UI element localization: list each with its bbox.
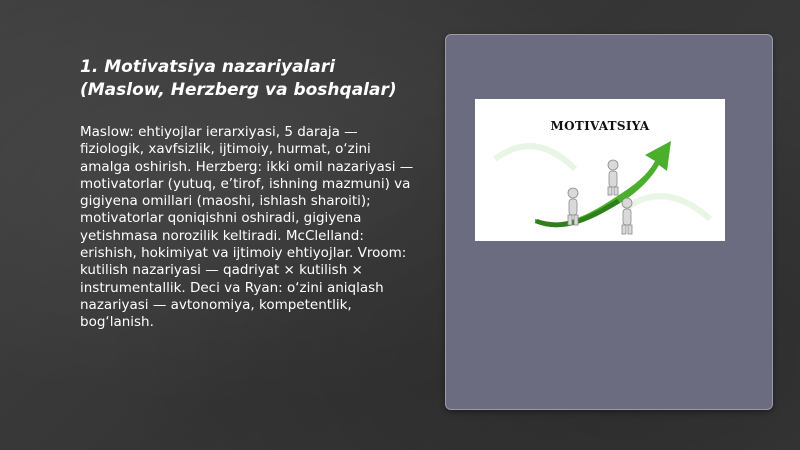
slide-body-text: Maslow: ehtiyojlar ierarxiyasi, 5 daraja — fiziologik, xavfsizlik, ijtimoiy, hurmat, o‘zini amalga oshirish. Herzberg: ikki omil nazariyasi — motivatorlar (yutuq, e’tirof, ishning mazmuni) va gigiyena omillari (maoshi, ishlash sharoiti); motivatorlar qoniqishni oshiradi, gigiyena yetishmasa norozilik keltiradi. McClelland: erishish, hokimiyat va ijtimoiy ehtiyojlar. Vroom: kutilish nazariyasi — qadriyat × kutilish × instrumentallik. Deci va Ryan: o‘zini aniqlash nazariyasi — avtonomiya, kompetentlik, bog‘lanish. <box>80 124 414 331</box>
motivation-illustration <box>475 99 725 241</box>
image-panel <box>445 34 773 410</box>
slide-title: 1. Motivatsiya nazariyalari (Maslow, Herzberg va boshqalar) <box>80 57 397 100</box>
picture-caption: MOTIVATSIYA <box>550 119 650 133</box>
